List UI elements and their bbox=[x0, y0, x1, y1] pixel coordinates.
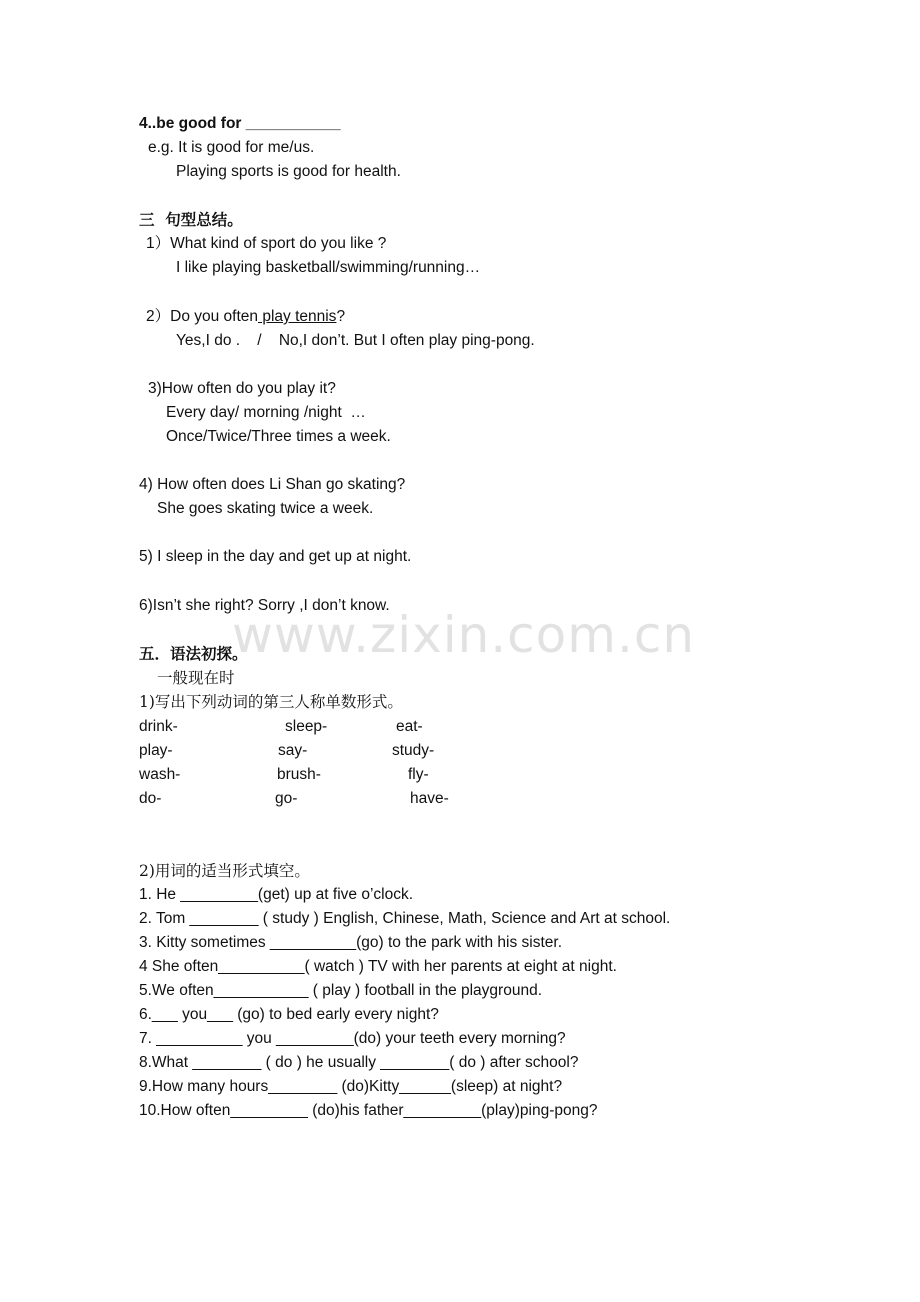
verb-cell: have- bbox=[410, 790, 449, 807]
verb-cell: study- bbox=[392, 742, 435, 759]
verb-cell: go- bbox=[275, 790, 298, 807]
pattern-4-answer: She goes skating twice a week. bbox=[157, 500, 374, 517]
exercise-item: 7. __________ you _________(do) your teeth every morning? bbox=[139, 1030, 566, 1047]
verb-cell: eat- bbox=[396, 718, 423, 735]
pattern-3-question: 3)How often do you play it? bbox=[148, 380, 336, 397]
pattern-3-answer-2: Once/Twice/Three times a week. bbox=[166, 428, 391, 445]
exercise-item: 2. Tom ________ ( study ) English, Chinese, Math, Science and Art at school. bbox=[139, 910, 671, 927]
verb-cell: brush- bbox=[277, 766, 321, 783]
pattern-4-question: 4) How often does Li Shan go skating? bbox=[139, 476, 406, 493]
verb-cell: play- bbox=[139, 742, 173, 759]
exercise-item: 1. He _________(get) up at five o’clock. bbox=[139, 886, 414, 903]
pattern-1-question: 1）What kind of sport do you like ? bbox=[146, 235, 387, 252]
watermark: www.zixin.com.cn bbox=[232, 606, 696, 664]
verb-cell: wash- bbox=[139, 766, 181, 783]
part1-instruction: 1)写出下列动词的第三人称单数形式。 bbox=[139, 693, 403, 711]
verb-cell: drink- bbox=[139, 718, 178, 735]
pattern-6-sentence: 6)Isn’t she right? Sorry ,I don’t know. bbox=[139, 597, 390, 614]
part2-instruction: 2)用词的适当形式填空。 bbox=[139, 862, 310, 880]
verb-cell: say- bbox=[278, 742, 308, 759]
pattern-5-sentence: 5) I sleep in the day and get up at night. bbox=[139, 548, 412, 565]
verb-cell: do- bbox=[139, 790, 162, 807]
exercise-item: 5.We often___________ ( play ) football in the playground. bbox=[139, 982, 542, 999]
exercise-item: 10.How often_________ (do)his father_________(play)ping-pong? bbox=[139, 1102, 598, 1119]
section3-title: 三 句型总结。 bbox=[139, 211, 243, 229]
section4-example-2: Playing sports is good for health. bbox=[176, 163, 401, 180]
exercise-item: 8.What ________ ( do ) he usually ________( do ) after school? bbox=[139, 1054, 579, 1071]
verb-cell: sleep- bbox=[285, 718, 328, 735]
pattern-1-answer: I like playing basketball/swimming/running… bbox=[176, 259, 481, 276]
exercise-item: 3. Kitty sometimes __________(go) to the park with his sister. bbox=[139, 934, 563, 951]
pattern-2-underlined-phrase: play tennis bbox=[258, 308, 337, 325]
section4-example-1: e.g. It is good for me/us. bbox=[148, 139, 315, 156]
exercise-item: 9.How many hours________ (do)Kitty______(sleep) at night? bbox=[139, 1078, 563, 1095]
pattern-2-question-suffix: ? bbox=[336, 308, 346, 325]
pattern-2-answer: Yes,I do . / No,I don’t. But I often play ping-pong. bbox=[176, 332, 535, 349]
pattern-2-question bbox=[146, 307, 345, 327]
exercise-item: 6.___ you___ (go) to bed early every night? bbox=[139, 1006, 439, 1023]
section5-subtitle: 一般现在时 bbox=[157, 669, 235, 687]
section4-heading: 4..be good for ___________ bbox=[139, 115, 341, 132]
pattern-2-question-prefix: 2）Do you often bbox=[146, 308, 259, 325]
pattern-3-answer-1: Every day/ morning /night … bbox=[166, 404, 366, 421]
verb-cell: fly- bbox=[408, 766, 429, 783]
exercise-item: 4 She often__________( watch ) TV with her parents at eight at night. bbox=[139, 958, 617, 975]
section5-title: 五．语法初探。 bbox=[139, 645, 248, 663]
